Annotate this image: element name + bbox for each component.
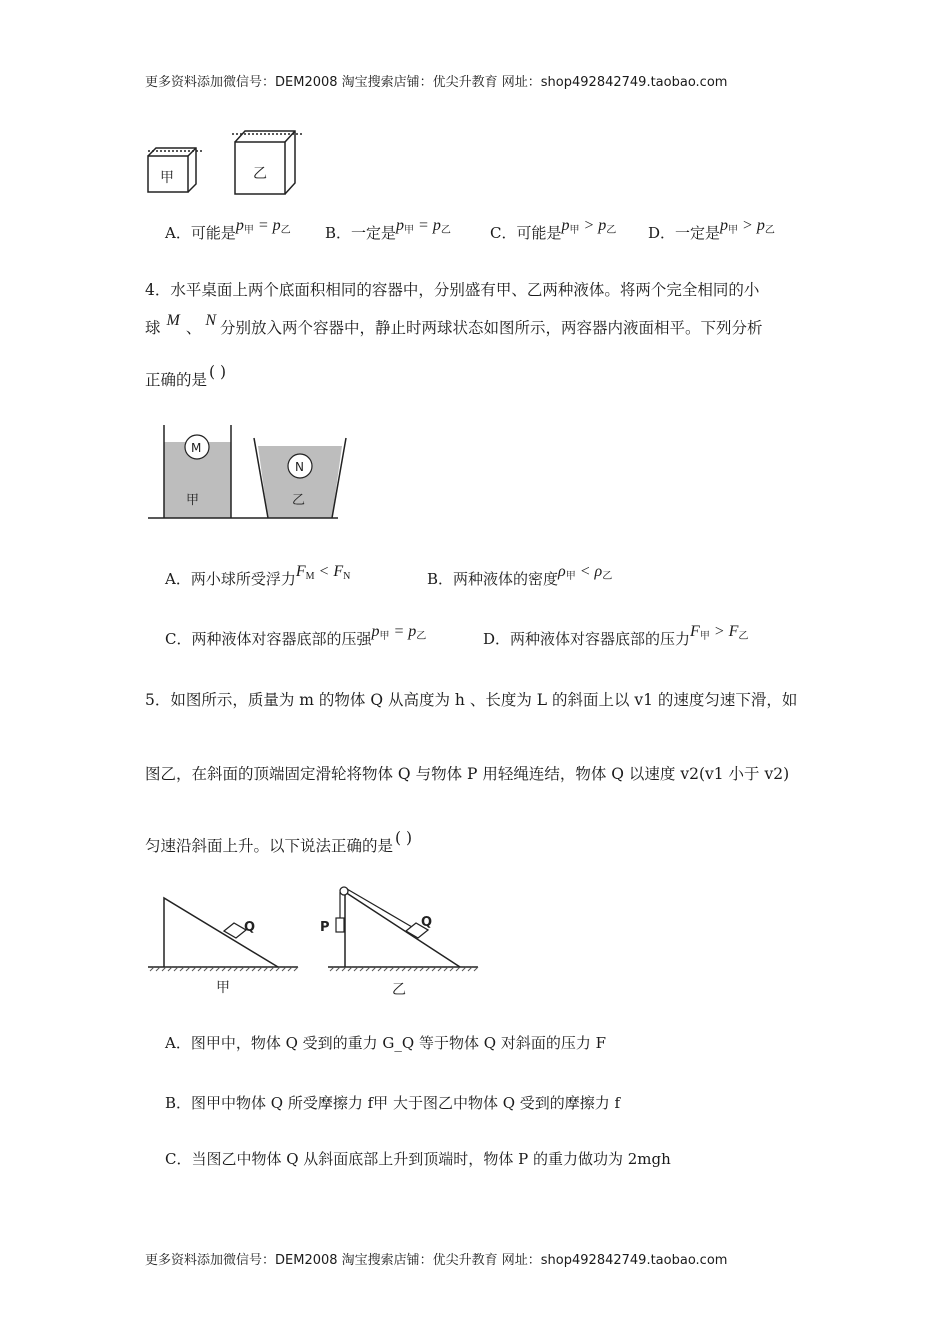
q3-option-c: C．可能是$p_甲 > p_乙$ — [490, 217, 617, 242]
container-yi-label: 乙 — [292, 493, 306, 508]
q4-option-a: A．两小球所受浮力$F_M < F_N$ — [165, 563, 351, 588]
page-header: 更多资料添加微信号：DEM2008 淘宝搜索店铺：优尖升教育 网址：shop492842749.taobao.com — [145, 75, 728, 90]
q5-option-b: B．图甲中物体 Q 所受摩擦力 f甲 大于图乙中物体 Q 受到的摩擦力 f — [165, 1094, 621, 1112]
q3-option-b: B．一定是$p_甲 = p_乙$ — [325, 217, 451, 242]
q5-stem-line1: 5．如图所示，质量为 m 的物体 Q 从高度为 h 、长度为 L 的斜面上以 v1 的速度匀速下滑，如 — [145, 691, 798, 709]
q3-option-d: D．一定是$p_甲 > p_乙$ — [648, 217, 775, 242]
p-label: P — [320, 920, 330, 935]
incline-figure — [140, 880, 485, 1002]
q5-stem-line2: 图乙，在斜面的顶端固定滑轮将物体 Q 与物体 P 用轻绳连结，物体 Q 以速度 v2(v1 小于 v2) — [145, 765, 790, 783]
container-jia-label: 甲 — [186, 493, 200, 508]
q-label-yi: Q — [421, 915, 433, 930]
q5-option-c: C．当图乙中物体 Q 从斜面底部上升到顶端时，物体 P 的重力做功为 2mgh — [165, 1150, 671, 1168]
q4-stem-line1: 4．水平桌面上两个底面积相同的容器中，分别盛有甲、乙两种液体。将两个完全相同的小 — [145, 281, 760, 299]
q5-stem-line3: 匀速沿斜面上升。以下说法正确的是 ( ) — [145, 829, 413, 855]
q3-option-a: A．可能是$p_甲 = p_乙$ — [165, 217, 291, 242]
cube-jia-label: 甲 — [160, 170, 174, 186]
q4-option-d: D．两种液体对容器底部的压力$F_甲 > F_乙$ — [483, 623, 749, 648]
incline-jia-label: 甲 — [216, 980, 230, 996]
q4-option-b: B．两种液体的密度$\rho_甲 < \rho_乙$ — [427, 563, 613, 588]
containers-figure — [140, 420, 350, 524]
ball-n-label: N — [295, 460, 304, 474]
incline-yi-label: 乙 — [392, 982, 406, 998]
q4-stem-line2: 球 M 、 N 分别放入两个容器中，静止时两球状态如图所示，两容器内液面相平。下列分析 — [145, 312, 763, 337]
q-label-jia: Q — [244, 920, 256, 935]
ball-m-label: M — [191, 441, 202, 455]
page-footer: 更多资料添加微信号：DEM2008 淘宝搜索店铺：优尖升教育 网址：shop492842749.taobao.com — [145, 1253, 728, 1268]
cube-yi-label: 乙 — [253, 166, 267, 182]
cubes-figure — [140, 120, 320, 202]
q5-option-a: A．图甲中，物体 Q 受到的重力 G_Q 等于物体 Q 对斜面的压力 F — [165, 1034, 606, 1052]
q4-option-c: C．两种液体对容器底部的压强$p_甲 = p_乙$ — [165, 623, 427, 648]
q4-stem-line3: 正确的是 ( ) — [145, 363, 227, 389]
